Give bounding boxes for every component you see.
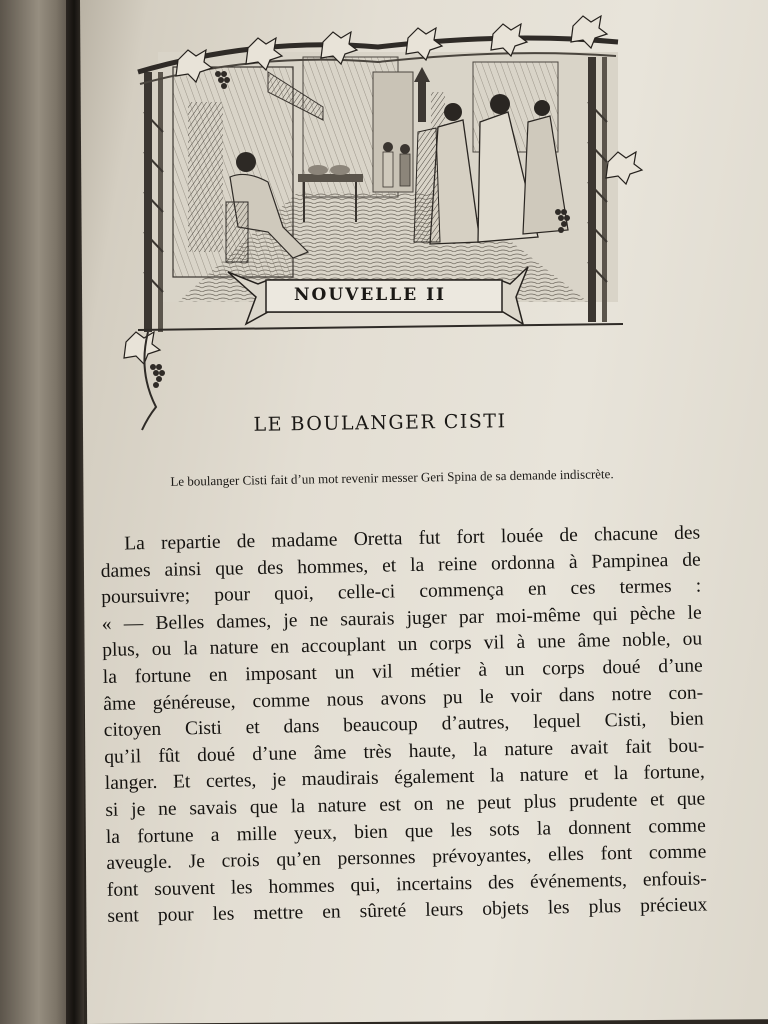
body-line: si je ne savais que la nature est on ne peut plus prudente et que [105, 788, 706, 821]
body-line: la fortune a mille yeux, bien que les sots la donnent comme [105, 814, 706, 848]
body-line: poursuivre; pour quoi, celle-ci commença en ces termes : [101, 575, 702, 609]
body-text [100, 520, 708, 930]
left-page-edge [0, 0, 70, 1024]
body-line: font souvent les hommes qui, incertains des événements, enfouis- [106, 868, 707, 901]
body-line: citoyen Cisti et dans beaucoup d’autres, lequel Cisti, bien [103, 708, 704, 742]
body-line: aveugle. Je crois qu’en personnes prévoyantes, elles font comme [106, 841, 707, 875]
body-line: « — Belles dames, je ne saurais juger par moi-même qui pèche le [101, 602, 702, 635]
body-line: âme généreuse, comme nous avons pu le voir dans notre con- [103, 682, 704, 715]
chapter-label: NOUVELLE II [293, 285, 446, 305]
vine-framed-street-scene-engraving-icon [118, 12, 650, 432]
body-line: plus, ou la nature en accouplant un corps vil à une âme noble, ou [102, 628, 703, 662]
body-line: langer. Et certes, je maudirais également la nature et la fortune, [104, 761, 705, 795]
body-line: qu’il fût doué d’une âme très haute, la nature avait fait bou- [104, 735, 705, 768]
body-line: la fortune en imposant un vil métier à un corps doué d’une [102, 655, 703, 688]
body-line: dames ainsi que des hommes, et la reine ordonna à Pampinea de [100, 549, 701, 582]
body-line: sent pour les mettre en sûreté leurs objets les plus précieux [107, 894, 708, 928]
story-summary: Le boulanger Cisti fait d’un mot revenir messer Geri Spina de sa demande indiscrète. [170, 466, 614, 489]
body-line: La repartie de madame Oretta fut fort louée de chacune des [124, 522, 701, 555]
story-title: LE BOULANGER CISTI [253, 410, 507, 436]
